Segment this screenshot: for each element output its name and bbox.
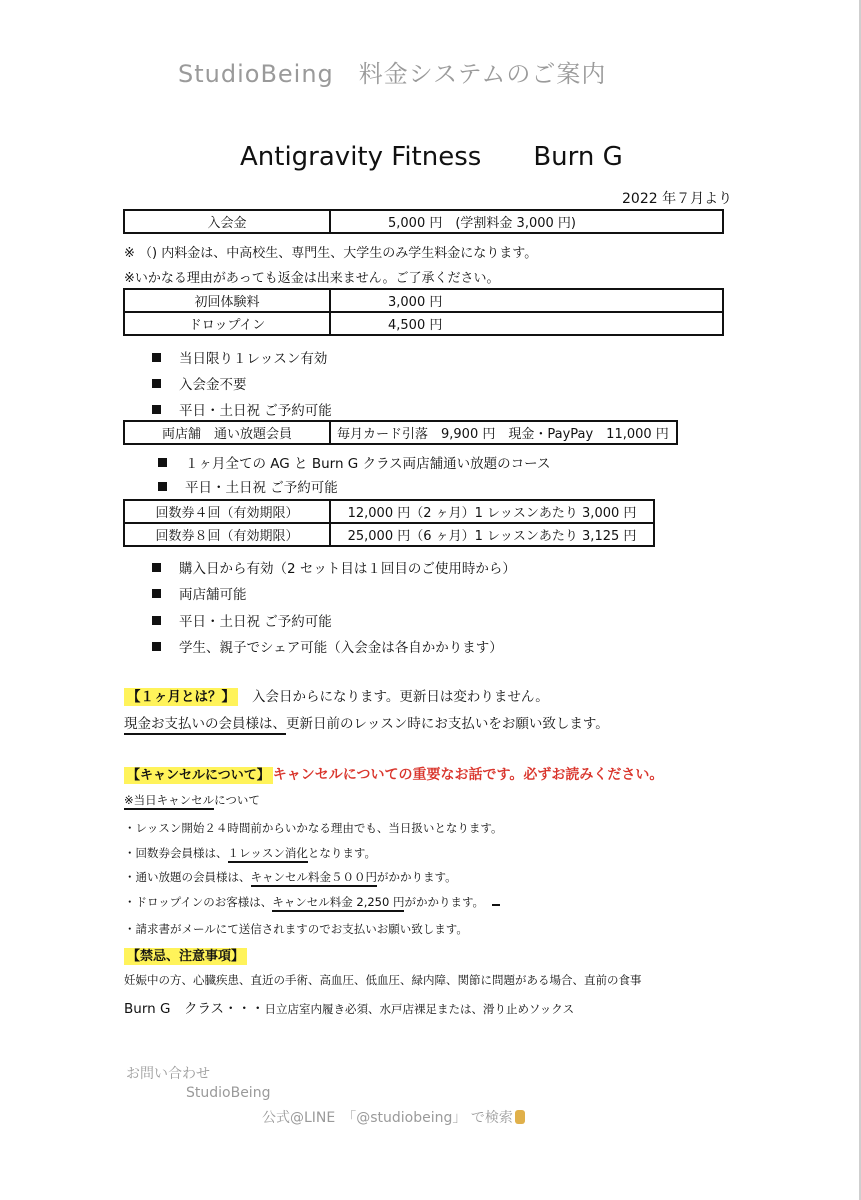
cell-value: 毎月カード引落 9,900 円 現金・PayPay 11,000 円 (330, 421, 677, 444)
table-row (124, 289, 723, 312)
note-refund: ※いかなる理由があっても返金は出来ません。ご了承ください。 (124, 271, 500, 286)
caution-tag-row (124, 945, 247, 964)
cell-label: 初回体験料 (124, 289, 330, 312)
list-item: 平日・土日祝 ご予約可能 (158, 476, 338, 496)
page-header: StudioBeing 料金システムのご案内 (178, 60, 607, 88)
title-right: Burn G (533, 142, 623, 172)
title-left: Antigravity Fitness (240, 142, 482, 172)
contact-heading: お問い合わせ (126, 1066, 210, 1082)
cancel-headline: キャンセルについての重要なお話です。必ずお読みください。 (272, 767, 664, 783)
list-item: 両店舗可能 (152, 583, 247, 603)
effective-date: 2022 年７月より (622, 191, 733, 207)
table-row (124, 523, 654, 546)
cancel-line: ・請求書がメールにて送信されますのでお支払いお願い致します。 (124, 922, 468, 936)
list-item: 学生、親子でシェア可能（入会金は各自かかります） (152, 636, 503, 656)
list-item: １ヶ月全ての AG と Burn G クラス両店舗通い放題のコース (158, 452, 550, 472)
contact-line: 公式@LINE 「@studiobeing」 で検索 (262, 1107, 525, 1127)
unlimited-table (123, 420, 678, 445)
month-text: 入会日からになります。更新日は変わりません。 (252, 689, 549, 705)
table-row (124, 421, 677, 444)
cancel-line: ・レッスン開始２４時間前からいかなる理由でも、当日扱いとなります。 (124, 821, 503, 835)
cell-label: 回数券８回（有効期限） (124, 523, 330, 546)
enrollment-table (123, 209, 724, 234)
cell-value: 3,000 円 (330, 289, 723, 312)
list-item: 入会金不要 (152, 373, 247, 393)
table-row (124, 500, 654, 523)
cancel-line: ・ドロップインのお客様は、キャンセル料金 2,250 円がかかります。 (124, 894, 500, 910)
cell-label: ドロップイン (124, 312, 330, 335)
month-tag: 【１ヶ月とは？】 (124, 688, 238, 706)
cell-label: 両店舗 通い放題会員 (124, 421, 330, 444)
page-title (240, 142, 623, 172)
cell-value: 5,000 円 (学割料金 3,000 円) (330, 210, 723, 233)
cell-value: 12,000 円（2 ヶ月）1 レッスンあたり 3,000 円 (330, 500, 654, 523)
cell-label: 入会金 (124, 210, 330, 233)
caution-line: 妊娠中の方、心臓疾患、直近の手術、高血圧、低血圧、緑内障、関節に問題がある場合、直前の食事 (124, 973, 642, 987)
thumbs-up-icon (515, 1110, 525, 1124)
cancel-sub: ※当日キャンセルについて (124, 792, 260, 808)
cancel-line: ・通い放題の会員様は、キャンセル料金５００円がかかります。 (124, 869, 457, 885)
table-row (124, 210, 723, 233)
month-section (124, 685, 549, 705)
table-row (124, 312, 723, 335)
list-item: 平日・土日祝 ご予約可能 (152, 399, 332, 419)
cell-label: 回数券４回（有効期限） (124, 500, 330, 523)
month-payment: 現金お支払いの会員様は、更新日前のレッスン時にお支払いをお願い致します。 (124, 712, 609, 732)
cancel-tag: 【キャンセルについて】 (124, 767, 273, 784)
cell-value: 4,500 円 (330, 312, 723, 335)
cancel-section (124, 764, 663, 784)
cancel-line: ・回数券会員様は、１レッスン消化となります。 (124, 845, 376, 861)
caution-tag: 【禁忌、注意事項】 (124, 948, 247, 965)
cell-value: 25,000 円（6 ヶ月）1 レッスンあたり 3,125 円 (330, 523, 654, 546)
note-student: ※ （) 内料金は、中高校生、専門生、大学生のみ学生料金になります。 (124, 246, 538, 261)
trial-table (123, 288, 724, 336)
caution-line: Burn G クラス・・・日立店室内履き必須、水戸店裸足または、滑り止めソックス (124, 1001, 575, 1017)
list-item: 当日限り１レッスン有効 (152, 347, 327, 367)
tickets-table (123, 499, 655, 547)
list-item: 購入日から有効（2 セット目は１回目のご使用時から） (152, 557, 516, 577)
list-item: 平日・土日祝 ご予約可能 (152, 610, 332, 630)
contact-name: StudioBeing (186, 1085, 271, 1101)
